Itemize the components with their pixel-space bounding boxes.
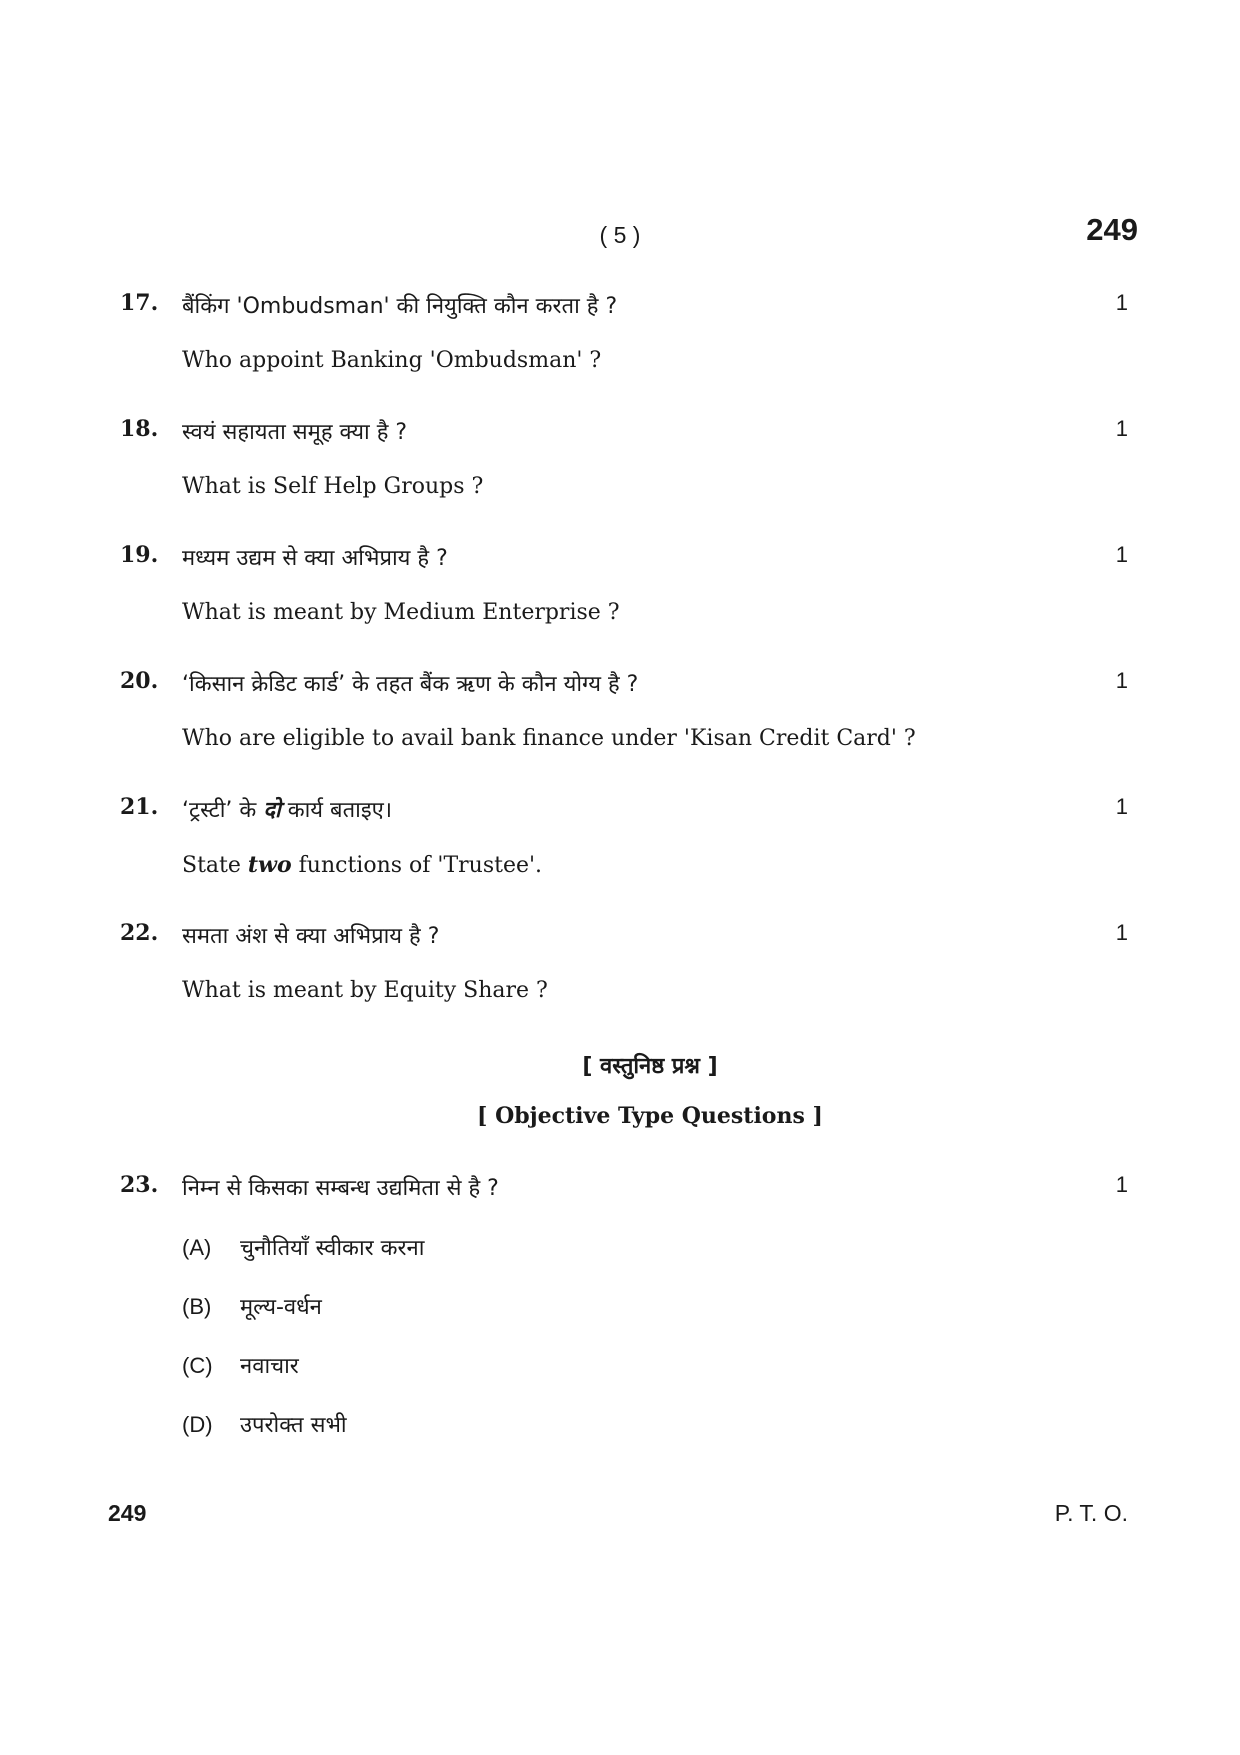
question-number: 20. [120,668,159,694]
option-label: (B) [182,1294,212,1319]
question-text-english: What is meant by Equity Share ? [182,978,548,1003]
question-number: 19. [120,542,159,568]
question-marks: 1 [1115,668,1128,693]
option-d [182,1409,347,1439]
question-marks: 1 [1115,1172,1128,1197]
question-number: 21. [120,794,159,820]
question-text-hindi: निम्न से किसका सम्बन्ध उद्यमिता से है ? [182,1176,499,1201]
option-text: नवाचार [240,1354,299,1379]
option-text: मूल्य-वर्धन [240,1295,322,1320]
paper-code-header: 249 [1086,212,1138,247]
english-emphasis: two [247,852,292,878]
option-label: (D) [182,1412,213,1437]
question-text-hindi: स्वयं सहायता समूह क्या है ? [182,420,408,445]
question-marks: 1 [1115,542,1128,567]
question-text-english: Who appoint Banking 'Ombudsman' ? [182,348,602,373]
question-text-english: What is meant by Medium Enterprise ? [182,600,620,625]
question-marks: 1 [1115,920,1128,945]
english-text-post: functions of 'Trustee'. [291,853,543,878]
question-text-hindi [182,794,392,824]
question-number: 18. [120,416,159,442]
question-text-english: Who are eligible to avail bank finance under 'Kisan Credit Card' ? [182,726,916,751]
pto-label: P. T. O. [1054,1500,1128,1526]
question-text-hindi: ‘किसान क्रेडिट कार्ड’ के तहत बैंक ऋण के कौन योग्य है ? [182,672,639,697]
question-text-hindi: बैंकिंग 'Ombudsman' की नियुक्ति कौन करता है ? [182,294,618,319]
option-c [182,1350,299,1380]
hindi-emphasis: दो [263,798,281,823]
paper-code-footer: 249 [108,1500,147,1526]
question-number: 23. [120,1172,159,1198]
question-marks: 1 [1115,290,1128,315]
option-label: (C) [182,1353,213,1378]
question-number: 22. [120,920,159,946]
hindi-text-post: कार्य बताइए। [280,798,393,823]
page-number: ( 5 ) [599,222,641,248]
question-text-hindi: समता अंश से क्या अभिप्राय है ? [182,924,440,949]
question-marks: 1 [1115,416,1128,441]
question-text-english: What is Self Help Groups ? [182,474,484,499]
question-number: 17. [120,290,159,316]
option-text: उपरोक्त सभी [240,1413,347,1438]
section-heading-english: [ Objective Type Questions ] [477,1103,823,1129]
option-a [182,1232,424,1262]
hindi-text-pre: ‘ट्रस्टी’ के [182,798,264,823]
question-marks: 1 [1115,794,1128,819]
question-text-hindi: मध्यम उद्यम से क्या अभिप्राय है ? [182,546,448,571]
question-text-english [182,852,542,878]
option-text: चुनौतियाँ स्वीकार करना [240,1236,425,1261]
option-label: (A) [182,1235,212,1260]
option-b [182,1291,322,1321]
english-text-pre: State [182,853,248,878]
section-heading-hindi: [ वस्तुनिष्ठ प्रश्न ] [582,1054,718,1079]
